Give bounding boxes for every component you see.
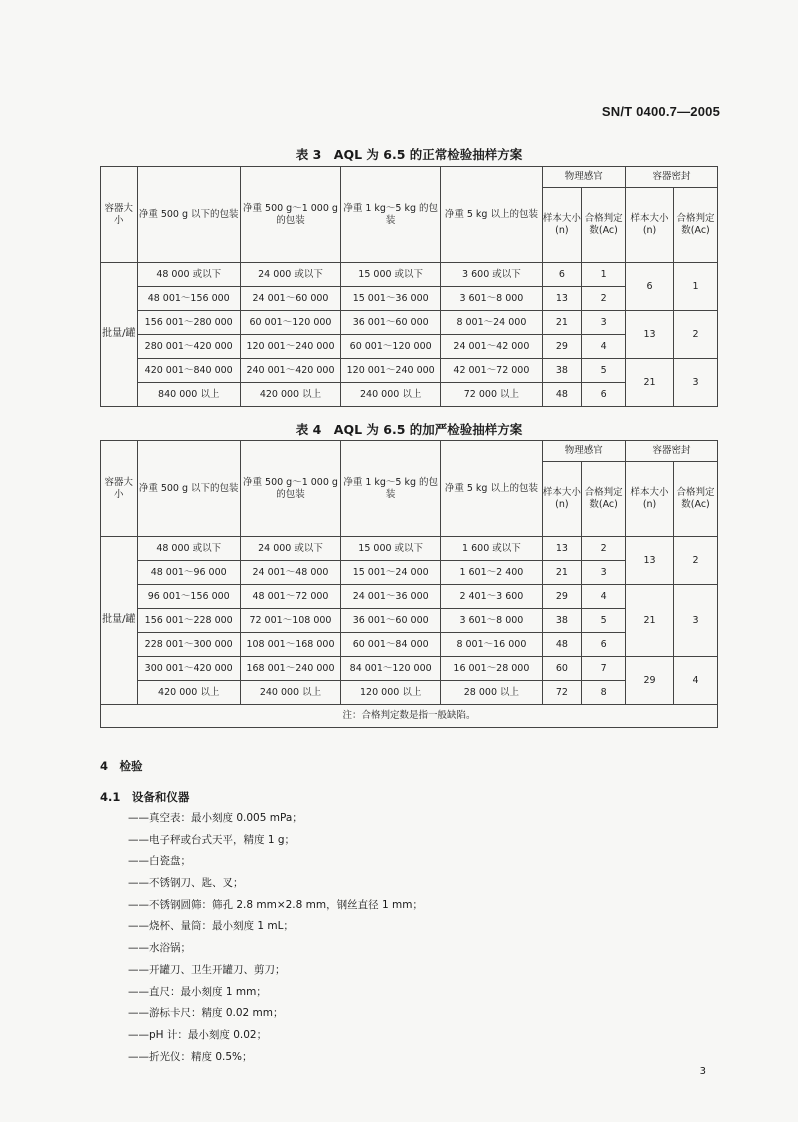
header-sample-size: 样本大小(n) [542,462,582,537]
table-cell: 240 001～420 000 [240,359,340,383]
row-label-lot-per-can: 批量/罐 [101,263,138,407]
table-cell: 42 001～72 000 [441,359,542,383]
seal-sample-cell: 21 [626,359,674,407]
list-item: ——烧杯、量筒：最小刻度 1 mL； [128,920,294,933]
table-cell: 6 [582,633,626,657]
table-cell: 60 001～120 000 [341,335,441,359]
section-4-1-heading: 4.1 设备和仪器 [100,790,190,804]
table-cell: 48 001～96 000 [137,561,240,585]
table-cell: 4 [582,335,626,359]
table-cell: 48 001～72 000 [240,585,340,609]
table-cell: 48 [542,383,582,407]
list-item: ——游标卡尺：精度 0.02 mm； [128,1007,284,1020]
table-cell: 156 001～228 000 [137,609,240,633]
table-cell: 108 001～168 000 [240,633,340,657]
header-col2: 净重 500 g～1 000 g 的包装 [240,441,340,537]
table-cell: 24 000 或以下 [240,263,340,287]
table-cell: 120 001～240 000 [240,335,340,359]
table-cell: 420 001～840 000 [137,359,240,383]
list-item: ——折光仪：精度 0.5%； [128,1050,253,1063]
row-label-lot-per-can: 批量/罐 [101,537,138,705]
table-cell: 4 [582,585,626,609]
table-cell: 38 [542,609,582,633]
header-container-size: 容器大小 [101,167,138,263]
seal-accept-cell: 3 [674,359,718,407]
table-cell: 168 001～240 000 [240,657,340,681]
header-col1: 净重 500 g 以下的包装 [137,441,240,537]
table-cell: 13 [542,537,582,561]
header-sample-size: 样本大小(n) [542,188,582,263]
seal-accept-cell: 3 [674,585,718,657]
table-cell: 48 [542,633,582,657]
seal-accept-cell: 2 [674,537,718,585]
header-seal-sample-size: 样本大小(n) [626,188,674,263]
seal-sample-cell: 13 [626,311,674,359]
header-col1: 净重 500 g 以下的包装 [137,167,240,263]
table-cell: 1 600 或以下 [441,537,542,561]
header-col3: 净重 1 kg～5 kg 的包装 [341,441,441,537]
table-cell: 60 [542,657,582,681]
table-cell: 36 001～60 000 [341,311,441,335]
table-cell: 8 [582,681,626,705]
list-item: ——开罐刀、卫生开罐刀、剪刀； [128,963,286,976]
table-cell: 36 001～60 000 [341,609,441,633]
equipment-list [128,808,423,1068]
table-cell: 29 [542,335,582,359]
seal-sample-cell: 6 [626,263,674,311]
table-cell: 8 001～24 000 [441,311,542,335]
table-cell: 228 001～300 000 [137,633,240,657]
table-cell: 3 601～8 000 [441,287,542,311]
header-accept-number: 合格判定数(Ac) [582,462,626,537]
table-cell: 16 001～28 000 [441,657,542,681]
table-cell: 2 401～3 600 [441,585,542,609]
header-seal-sample-size: 样本大小(n) [626,462,674,537]
table-cell: 21 [542,561,582,585]
table-cell: 13 [542,287,582,311]
table-cell: 2 [582,537,626,561]
list-item: ——真空表：最小刻度 0.005 mPa； [128,812,303,824]
seal-sample-cell: 21 [626,585,674,657]
list-item: ——直尺：最小刻度 1 mm； [128,985,267,998]
table-cell: 24 000 或以下 [240,537,340,561]
header-physical-sensory: 物理感官 [542,441,626,462]
table-cell: 21 [542,311,582,335]
table-cell: 96 001～156 000 [137,585,240,609]
list-item: ——不锈钢圆筛：筛孔 2.8 mm×2.8 mm，钢丝直径 1 mm； [128,898,423,911]
table-cell: 24 001～60 000 [240,287,340,311]
seal-accept-cell: 4 [674,657,718,705]
standard-code: SN/T 0400.7—2005 [601,104,720,119]
table-cell: 3 [582,311,626,335]
table-cell: 5 [582,359,626,383]
list-item: ——电子秤或台式天平，精度 1 g； [128,833,296,846]
header-container-seal: 容器密封 [626,441,718,462]
table-cell: 60 001～84 000 [341,633,441,657]
table-cell: 1 [582,263,626,287]
table-cell: 24 001～48 000 [240,561,340,585]
table-cell: 48 001～156 000 [137,287,240,311]
seal-sample-cell: 29 [626,657,674,705]
header-col4: 净重 5 kg 以上的包装 [441,167,542,263]
table-cell: 5 [582,609,626,633]
table-cell: 7 [582,657,626,681]
table-cell: 28 000 以上 [441,681,542,705]
table-cell: 240 000 以上 [341,383,441,407]
table-cell: 84 001～120 000 [341,657,441,681]
table-cell: 3 [582,561,626,585]
table4-title: 表 4 AQL 为 6.5 的加严检验抽样方案 [295,422,523,437]
table-cell: 72 000 以上 [441,383,542,407]
list-item: ——pH 计：最小刻度 0.02； [128,1028,268,1041]
table-cell: 72 001～108 000 [240,609,340,633]
list-item: ——水浴锅； [128,942,191,955]
table3 [100,166,718,407]
list-item: ——白瓷盘； [128,855,191,868]
table-cell: 38 [542,359,582,383]
table-cell: 6 [542,263,582,287]
page-number: 3 [699,1066,706,1077]
table-cell: 8 001～16 000 [441,633,542,657]
table-cell: 15 001～36 000 [341,287,441,311]
table4 [100,440,718,728]
table-cell: 48 000 或以下 [137,263,240,287]
header-container-size: 容器大小 [101,441,138,537]
table-cell: 420 000 以上 [240,383,340,407]
header-accept-number: 合格判定数(Ac) [582,188,626,263]
table-cell: 840 000 以上 [137,383,240,407]
table-cell: 72 [542,681,582,705]
table-cell: 120 000 以上 [341,681,441,705]
table-cell: 3 601～8 000 [441,609,542,633]
table-cell: 420 000 以上 [137,681,240,705]
header-col4: 净重 5 kg 以上的包装 [441,441,542,537]
header-seal-accept-number: 合格判定数(Ac) [674,462,718,537]
table-cell: 300 001～420 000 [137,657,240,681]
seal-sample-cell: 13 [626,537,674,585]
table-cell: 156 001～280 000 [137,311,240,335]
table-cell: 24 001～42 000 [441,335,542,359]
table-cell: 6 [582,383,626,407]
table-cell: 60 001～120 000 [240,311,340,335]
table-cell: 240 000 以上 [240,681,340,705]
table-cell: 15 000 或以下 [341,263,441,287]
table3-title: 表 3 AQL 为 6.5 的正常检验抽样方案 [295,147,523,162]
table-cell: 120 001～240 000 [341,359,441,383]
table-cell: 15 000 或以下 [341,537,441,561]
table-cell: 2 [582,287,626,311]
table-cell: 29 [542,585,582,609]
table-cell: 1 601～2 400 [441,561,542,585]
header-col3: 净重 1 kg～5 kg 的包装 [341,167,441,263]
table-cell: 15 001～24 000 [341,561,441,585]
seal-accept-cell: 1 [674,263,718,311]
table-cell: 48 000 或以下 [137,537,240,561]
header-physical-sensory: 物理感官 [542,167,626,188]
list-item: ——不锈钢刀、匙、叉； [128,877,244,890]
table-cell: 3 600 或以下 [441,263,542,287]
header-col2: 净重 500 g～1 000 g 的包装 [240,167,340,263]
table-cell: 280 001～420 000 [137,335,240,359]
seal-accept-cell: 2 [674,311,718,359]
table4-note: 注：合格判定数是指一般缺陷。 [101,705,718,728]
header-seal-accept-number: 合格判定数(Ac) [674,188,718,263]
header-container-seal: 容器密封 [626,167,718,188]
table-cell: 24 001～36 000 [341,585,441,609]
section-4-heading: 4 检验 [100,759,143,773]
